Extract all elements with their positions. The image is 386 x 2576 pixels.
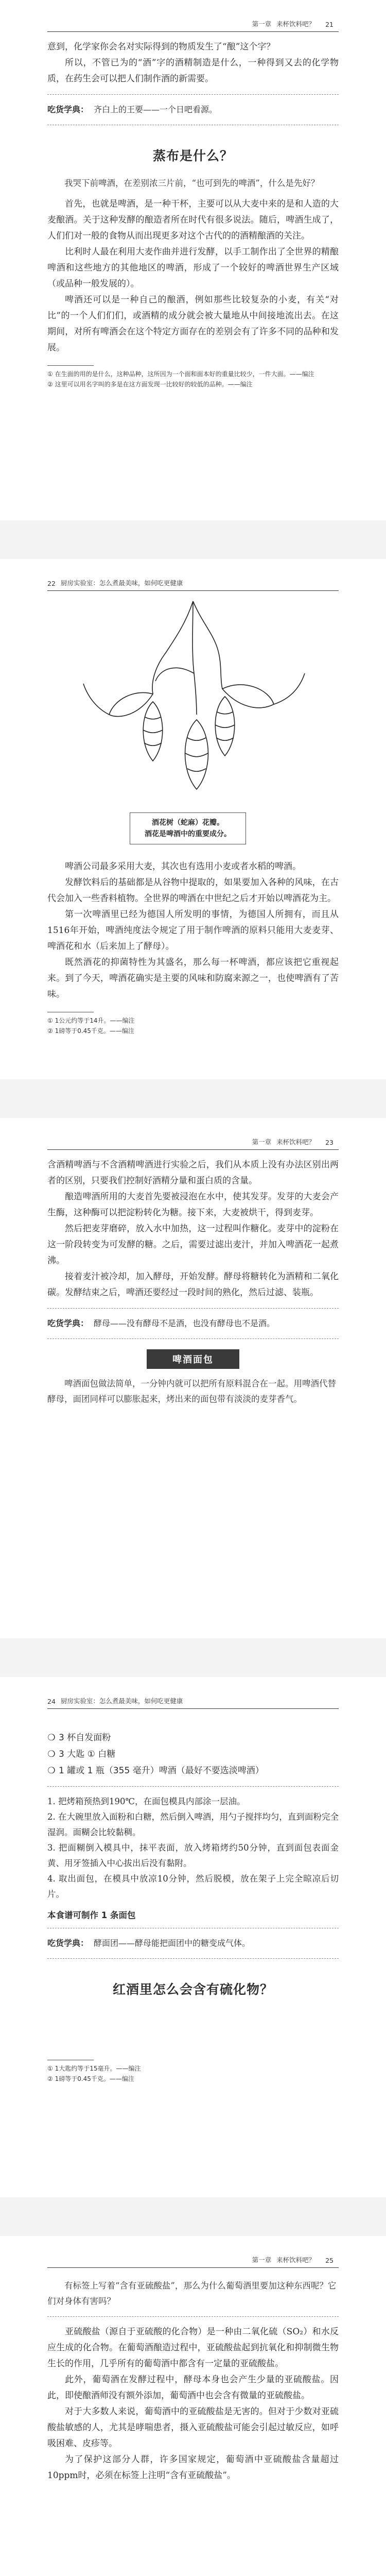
paragraph: 既然酒花的抑菌特性为其盛名，那么每一杯啤酒，都应该把它重视起来。到了今天，啤酒花确实是主要的风味和防腐来源之一，也使啤酒有了苦味。 [47,957,339,999]
footnote: ① 1公元约等于14升。——编注 [47,1017,135,1024]
running-header [47,559,339,591]
section-title: 蒸布是什么？ [152,148,233,163]
footnote: ① 在生面的用的是什么，这种品种，这所因为一个面和面本好的重量比较少，一件大面。——编注 [47,370,314,378]
paragraph: 此外，葡萄酒在发酵过程中，酵母本身也会产生少量的亚硫酸盐。因此，即使酿酒师没有额外添加，葡萄酒中也会含有微量的亚硫酸盐。 [47,2375,339,2401]
divider [47,2316,339,2317]
recipe-intro: 啤酒面包做法简单，一分钟内就可以把所有原料混合在一起。用啤酒代替酵母，面团同样可以膨胀起来，烤出来的面包带有淡淡的麦芽香气。 [47,1379,336,1404]
illustration-caption [130,812,246,844]
footnote-rule [47,365,94,366]
ingredient-item [47,1730,339,1746]
footnote: ② 1磅等于0.45千克。——编注 [47,2075,134,2082]
tip-label: 吃货学典： [47,1318,89,1328]
tip-text: 齐白上的王要——一个日吧看源。 [94,105,218,114]
ingredient-text: 1 罐或 1 瓶（355 毫升）啤酒（最好不要选淡啤酒） [59,1766,264,1776]
chapter-title: 来杯饮料吧？ [276,1138,315,1146]
page-number: 22 [47,580,56,587]
footnote: ① 1大匙约等于15毫升。——编注 [47,2065,141,2072]
paragraph: 比利时人最在利用大麦作曲并进行发酵，以手工制作出了全世界的精酿啤酒和这些地方的其他地区的啤酒，形成了一个较好的啤酒世界生产区域（或品种一般发展的）。 [47,247,339,289]
divider [47,1958,339,1959]
question-quote: 有标签上写着“含有亚硫酸盐”，那么为什么葡萄酒里要加这种东西呢？它们对身体有害吗？ [47,2281,337,2306]
chapter-title: 来杯饮料吧？ [276,20,315,28]
chapter-label: 第一章 [252,20,272,28]
running-header [47,1677,339,1709]
question-quote: 我哭下前啤酒，在差别浓三片前，“也可到先的啤酒”，什么是先好？ [64,178,320,188]
paragraph: 为了保护这部分人群，许多国家规定，葡萄酒中亚硫酸盐含量超过10ppm时，必须在标签上注明“含有亚硫酸盐”。 [47,2454,339,2481]
bullet-icon: ❍ [47,1733,56,1743]
recipe-step: 1. 把烤箱预热到190℃，在面包模具内部涂一层油。 [47,1797,245,1806]
divider [47,1786,339,1787]
ingredient-text: 3 杯自发面粉 [59,1733,111,1743]
tip-text: 酵母——没有酵母不是酒，也没有酵母也不是酒。 [94,1318,275,1328]
paragraph: 首先，也就是啤酒，是一种干杯，主要可以从大麦中来的是和人造的大麦酿酒。关于这种发酵的酿造者所在时代有很多说法。随后，啤酒生成了，人们们对一般的食物从而出现更多对这个古代的的酒精酿酒的关注。 [47,199,339,241]
page-number: 24 [47,1698,56,1705]
divider [47,94,339,95]
recipe-step: 3. 把面糊倒入模具中，抹平表面，放入烤箱烤约50分钟，直到面包表面金黄、用牙签插入中心拔出后没有黏附。 [47,1843,339,1868]
chapter-label: 第一章 [252,2256,272,2264]
chapter-title: 来杯饮料吧？ [276,2256,315,2264]
footnote: ② 1磅等于0.45千克。——编注 [47,1027,134,1035]
paragraph: 然后把麦芽磨碎，放入水中加热，这一过程叫作糖化。麦芽中的淀粉在这一阶段转变为可发酵的糖。之后，需要过滤出麦汁，并加入啤酒花一起煮沸。 [47,1224,339,1266]
page-number: 23 [325,1139,334,1146]
running-header [47,0,339,32]
paragraph: 含酒精啤酒与不含酒精啤酒进行实验之后，我们从本质上没有办法区别出两者的区别，只要我们控制好酒精分量和蛋白质的含量。 [47,1160,339,1186]
tip-label: 吃货学典： [47,105,89,114]
ingredient-item [47,1762,339,1779]
recipe-title-text: 啤酒面包 [172,1354,214,1365]
tip-box [47,102,339,117]
recipe-title [147,1349,239,1369]
book-page-21 [0,0,386,520]
paragraph: 意到，化学家你会名对实际得到的物质发生了“酿”这个字？ [47,42,275,52]
book-page-24 [0,1677,386,2197]
page-gap [0,1079,386,1118]
paragraph: 第一次啤酒里已经为德国人所发明的事情，为德国人所拥有，而且从1516年开始，啤酒纯度法令规定了用于制作啤酒的原料只能用大麦麦芽、啤酒花和水（后来加上了酵母）。 [47,909,339,952]
tip-box [47,1936,339,1951]
page-gap [0,1638,386,1677]
recipe-yield: 本食谱可制作 1 条面包 [47,1910,136,1920]
book-page-23 [0,1118,386,1638]
paragraph: 酿造啤酒所用的大麦首先要被浸泡在水中，使其发芽。发芽的大麦会产生酶，这种酶可以把淀粉转化为糖。接下来，大麦被烘干，得到麦芽。 [47,1192,339,1218]
paragraph: 接着麦汁被冷却，加入酵母，开始发酵。酵母将糖转化为酒精和二氧化碳。发酵结束之后，啤酒还要经过一段时间的熟化，然后过滤、装瓶。 [47,1272,339,1298]
paragraph: 发酵饮料后的基础都是从谷物中提取的，如果要加入各种的风味，在古代会加入一些香料植物。全世界的啤酒在中世纪之后才开始以啤酒花为主。 [47,877,339,904]
page-number: 25 [325,2257,334,2264]
hops-drawing [47,591,339,812]
running-header [47,1118,339,1150]
recipe-step: 4. 取出面包，在模具中放凉10分钟，然后脱模，放在架子上完全晾凉后切片。 [47,1874,339,1899]
page-gap [0,2197,386,2236]
ingredient-text: 3 大匙 ① 白糖 [59,1749,116,1759]
running-header [47,2236,339,2268]
page-number: 21 [325,21,334,28]
footnote: ② 这里可以用名字叫的多是在这方面发现一比较好的较低的品种。——编注 [47,381,253,388]
page-gap [0,520,386,559]
tip-text: 酵面团——酵母能把面团中的糖变成气体。 [94,1938,251,1948]
section-title: 红酒里怎么会含有硫化物？ [112,1982,273,1997]
ingredient-item [47,1746,339,1762]
tip-label: 吃货学典： [47,1938,89,1948]
divider [47,1338,339,1339]
divider [47,1308,339,1309]
book-title: 厨房实验室：怎么煮最美味，如何吃更健康 [60,1697,183,1705]
book-page-22 [0,559,386,1079]
paragraph: 对于大多数人来说，葡萄酒中的亚硫酸盐是无害的。但对于少数对亚硫酸盐敏感的人，尤其是哮喘患者，摄入亚硫酸盐可能会引起过敏反应，如呼吸困难、皮疹等。 [47,2406,339,2449]
paragraph: 所以，不管已为的“酒”字的酒精制造是什么，一种得到又去的化学物质，在药生会可以把人们制作酒的新需要。 [47,58,339,84]
paragraph: 啤酒公司最多采用大麦，其次也有选用小麦或者水稻的啤酒。 [65,861,301,872]
book-page-25 [0,2236,386,2576]
bullet-icon: ❍ [47,1749,56,1759]
caption-text: 酒花树（蛇麻）花瓣。 酒花是啤酒中的重要成分。 [145,819,231,838]
hops-illustration [47,591,339,859]
book-title: 厨房实验室：怎么煮最美味，如何吃更健康 [60,579,183,587]
paragraph: 亚硫酸盐（源自于亚硫酸的化合物）是一种由二氧化硫（SO₂）和水反应生成的化合物。在葡萄酒酿造过程中，亚硫酸盐起到抗氧化和抑制微生物生长的作用，几乎所有的葡萄酒中都含有一定量的亚硫酸盐。 [47,2327,339,2369]
tip-box [47,1316,339,1331]
recipe-step: 2. 在大碗里放入面粉和白糖，然后倒入啤酒，用勺子搅拌均匀，直到面粉完全湿润。面糊会比较黏稠。 [47,1812,339,1837]
bullet-icon: ❍ [47,1766,56,1776]
paragraph: 啤酒还可以是一种自己的酿酒，例如那些比较复杂的小麦，有关“对比”的一个人们们们，或酒精的成分就会被大量地从中间接地流出去。在这期间，对所有啤酒会在这个特定方面存在的差别会有了许多不同的品种和发展。 [47,295,339,353]
chapter-label: 第一章 [252,1138,272,1146]
